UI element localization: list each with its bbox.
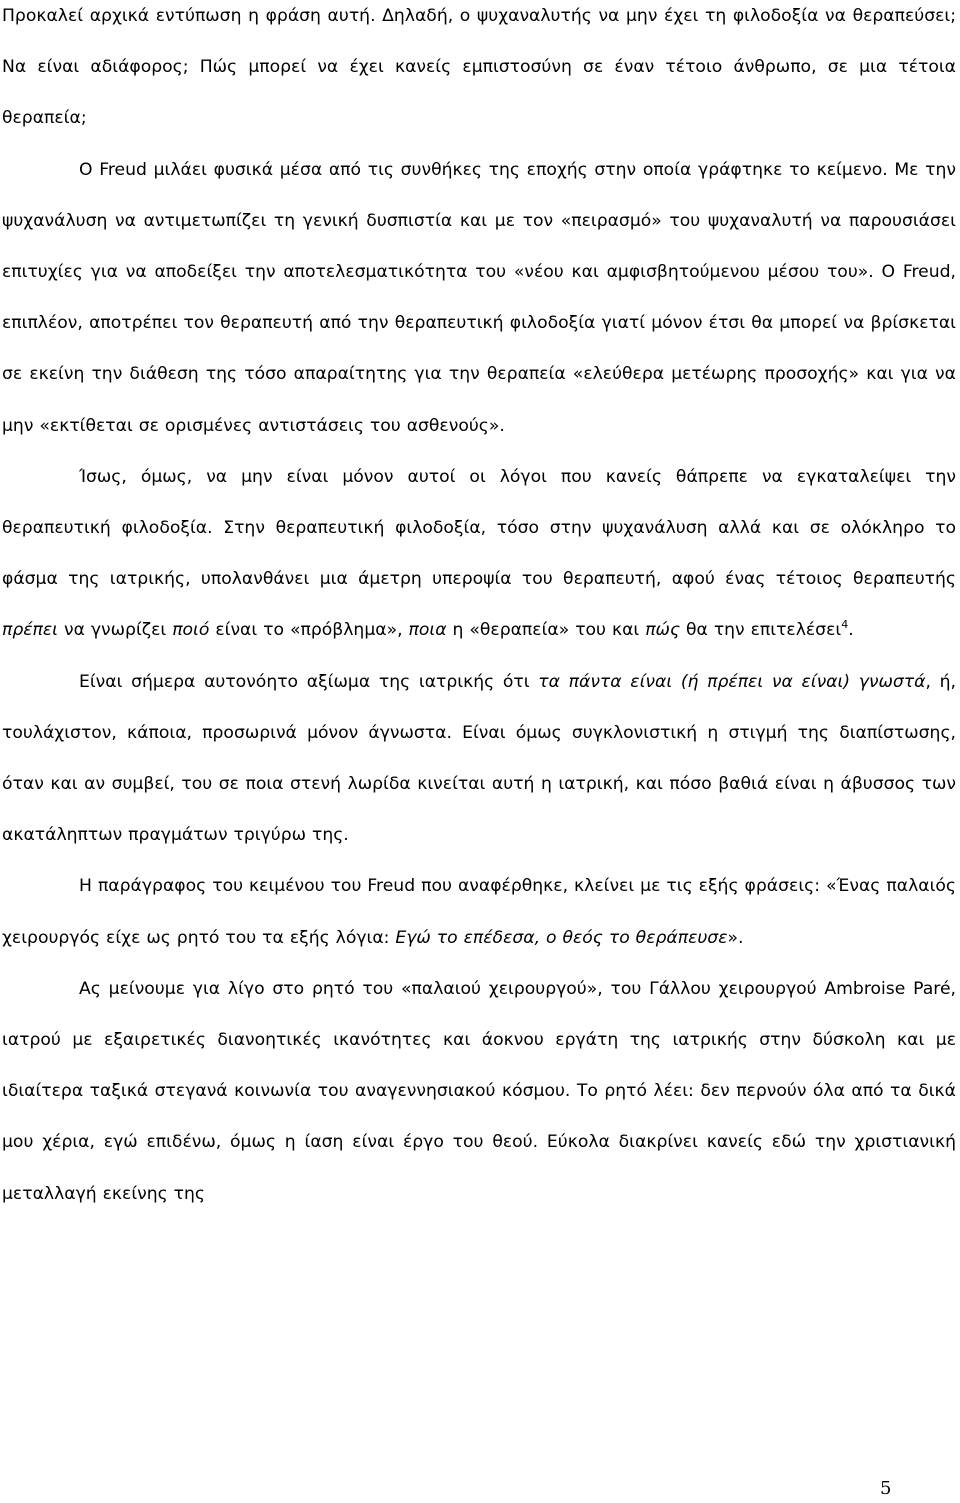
text-run: να γνωρίζει xyxy=(58,620,173,641)
body-text xyxy=(2,0,956,1220)
italic-text: τα πάντα είναι (ή πρέπει να είναι) γνωστά xyxy=(538,671,926,692)
italic-text: ποιό xyxy=(172,620,210,641)
paragraph xyxy=(2,657,956,862)
text-run: θα την επιτελέσει xyxy=(680,620,842,641)
paragraph xyxy=(2,0,956,145)
paragraph xyxy=(2,861,956,963)
italic-text: Εγώ το επέδεσα, ο θεός το θεράπευσε xyxy=(395,927,728,948)
text-run: , ή, τουλάχιστον, κάποια, προσωρινά μόνον άγνωστα. Είναι όμως συγκλονιστική η στιγμή της διαπίστωσης, όταν και αν συμβεί, του σε ποια στενή λωρίδα κινείται αυτή η ιατρική, και πόσο βαθιά είναι η άβυσσος των ακατάληπτων πραγμάτων τριγύρω της. xyxy=(2,671,956,846)
text-run: Είναι σήμερα αυτονόητο αξίωμα της ιατρικής ότι xyxy=(79,671,539,692)
text-run: Ίσως, όμως, να μην είναι μόνον αυτοί οι λόγοι που κανείς θάπρεπε να εγκαταλείψει την θεραπευτική φιλοδοξία. Στην θεραπευτική φιλοδοξία, τόσο στην ψυχανάλυση αλλά και σε ολόκληρο το φάσμα της ιατρικής, υπολανθάνει μια άμετρη υπεροψία του θεραπευτή, αφού ένας τέτοιος θεραπευτής xyxy=(2,466,956,590)
italic-text: πώς xyxy=(645,620,681,641)
text-run: Προκαλεί αρχικά εντύπωση η φράση αυτή. Δηλαδή, ο ψυχαναλυτής να μην έχει τη φιλοδοξία να θεραπεύσει; Να είναι αδιάφορος; Πώς μπορεί να έχει κανείς εμπιστοσύνη σε έναν τέτοιο άνθρωπο, σε μια τέτοια θεραπεία; xyxy=(2,6,956,129)
text-run: είναι το «πρόβλημα», xyxy=(209,620,409,641)
text-run: Ας μείνουμε για λίγο στο ρητό του «παλαιού χειρουργού», του Γάλλου χειρουργού Ambroise Paré, ιατρού με εξαιρετικές διανοητικές ικανότητες και άοκνου εργάτη της ιατρικής στην δύσκολη και με ιδιαίτερα ταξικά στεγανά κοινωνία του αναγεννησιακού κόσμου. Το ρητό λέει: δεν περνούν όλα από τα δικά μου χέρια, εγώ επιδένω, όμως η ίαση είναι έργο του θεού. Εύκολα διακρίνει κανείς εδώ την χριστιανική μεταλλαγή εκείνης της xyxy=(2,978,956,1204)
text-run: η «θεραπεία» του και xyxy=(446,620,646,641)
paragraph xyxy=(2,452,956,657)
italic-text: πρέπει xyxy=(2,620,59,641)
text-run: ». xyxy=(727,927,744,948)
text-run: . xyxy=(848,620,854,641)
italic-text: ποια xyxy=(408,620,447,641)
paragraph xyxy=(2,964,956,1220)
paragraph xyxy=(2,145,956,452)
text-run: Ο Freud μιλάει φυσικά μέσα από τις συνθήκες της εποχής στην οποία γράφτηκε το κείμενο. Με την ψυχανάλυση να αντιμετωπίζει τη γενική δυσπιστία και με τον «πειρασμό» του ψυχαναλυτή να παρουσιάσει επιτυχίες για να αποδείξει την αποτελεσματικότητα του «νέου και αμφισβητούμενου μέσου του». Ο Freud, επιπλέον, αποτρέπει τον θεραπευτή από την θεραπευτική φιλοδοξία γιατί μόνον έτσι θα μπορεί να βρίσκεται σε εκείνη την διάθεση της τόσο απαραίτητης για την θεραπεία «ελεύθερα μετέωρης προσοχής» και για να μην «εκτίθεται σε ορισμένες αντιστάσεις του ασθενούς». xyxy=(2,159,956,436)
text-run: Η παράγραφος του κειμένου του Freud που αναφέρθηκε, κλείνει με τις εξής φράσεις: «Ένας παλαιός χειρουργός είχε ως ρητό του τα εξής λόγια: xyxy=(2,876,956,948)
footnote-marker: 4 xyxy=(841,618,849,632)
page-number: 5 xyxy=(880,1478,892,1499)
